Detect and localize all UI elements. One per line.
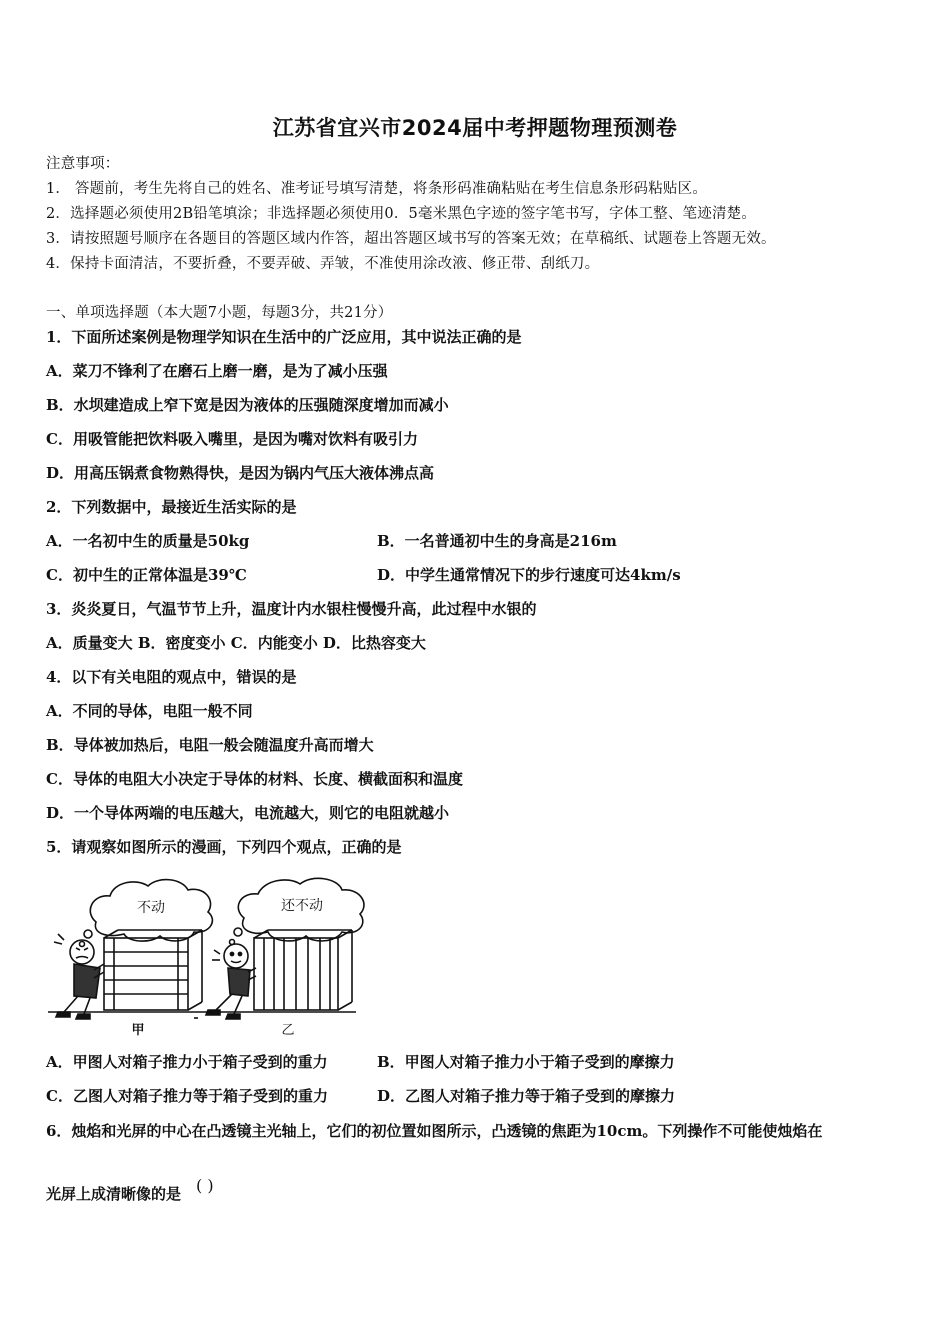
question-2-option-c: C．初中生的正常体温是39℃ — [46, 566, 247, 584]
crate-right — [254, 930, 352, 1010]
page-title: 江苏省宜兴市2024届中考押题物理预测卷 — [272, 116, 678, 140]
question-1-stem: 1．下面所述案例是物理学知识在生活中的广泛应用，其中说法正确的是 — [46, 328, 522, 346]
notice-item-1: 1． 答题前，考生先将自己的姓名、准考证号填写清楚，将条形码准确粘贴在考生信息条形码粘贴区。 — [46, 181, 708, 197]
question-5-option-b: B．甲图人对箱子推力小于箱子受到的摩擦力 — [377, 1053, 675, 1071]
crate-left — [104, 930, 202, 1010]
question-4-option-b: B．导体被加热后，电阻一般会随温度升高而增大 — [46, 736, 374, 754]
section-heading: 一、单项选择题（本大题7小题，每题3分，共21分） — [46, 305, 393, 321]
question-2-option-b: B．一名普通初中生的身高是216m — [377, 532, 617, 550]
bubble-left-text: 不动 — [137, 900, 165, 916]
answer-parenthesis: ( ) — [196, 1176, 214, 1195]
question-5-option-d: D．乙图人对箱子推力等于箱子受到的摩擦力 — [377, 1087, 676, 1105]
person-right — [206, 944, 256, 1019]
question-6-stem-line1: 6．烛焰和光屏的中心在凸透镜主光轴上，它们的初位置如图所示，凸透镜的焦距为10cm。下列操作不可能使烛焰在 — [46, 1122, 823, 1140]
question-5-option-a: A．甲图人对箱子推力小于箱子受到的重力 — [46, 1053, 328, 1071]
question-2-option-a: A．一名初中生的质量是50kg — [46, 532, 250, 550]
question-5-option-c: C．乙图人对箱子推力等于箱子受到的重力 — [46, 1087, 328, 1105]
question-3-options: A．质量变大 B．密度变小 C．内能变小 D．比热容变大 — [46, 634, 426, 652]
question-2-stem: 2．下列数据中，最接近生活实际的是 — [46, 498, 297, 516]
notice-heading: 注意事项： — [46, 156, 120, 172]
question-4-option-c: C．导体的电阻大小决定于导体的材料、长度、横截面积和温度 — [46, 770, 463, 788]
question-1-option-d: D．用高压锅煮食物熟得快，是因为锅内气压大液体沸点高 — [46, 464, 435, 482]
question-4-stem: 4．以下有关电阻的观点中，错误的是 — [46, 668, 297, 686]
question-5-stem: 5．请观察如图所示的漫画，下列四个观点，正确的是 — [46, 838, 402, 856]
question-1-option-c: C．用吸管能把饮料吸入嘴里，是因为嘴对饮料有吸引力 — [46, 430, 418, 448]
notice-item-2: 2．选择题必须使用2B铅笔填涂；非选择题必须使用0．5毫米黑色字迹的签字笔书写，字体工整、笔迹清楚。 — [46, 206, 757, 222]
question-2-option-d: D．中学生通常情况下的步行速度可达4km/s — [377, 566, 681, 584]
question-3-stem: 3．炎炎夏日，气温节节上升，温度计内水银柱慢慢升高，此过程中水银的 — [46, 600, 537, 618]
question-1-option-a: A．菜刀不锋利了在磨石上磨一磨，是为了减小压强 — [46, 362, 388, 380]
question-4-option-d: D．一个导体两端的电压越大，电流越大，则它的电阻就越小 — [46, 804, 450, 822]
question-1-option-b: B．水坝建造成上窄下宽是因为液体的压强随深度增加而减小 — [46, 396, 449, 414]
question-6-stem-line2: 光屏上成清晰像的是 — [46, 1185, 182, 1203]
question-4-option-a: A．不同的导体，电阻一般不同 — [46, 702, 253, 720]
bubble-right-text: 还不动 — [281, 898, 323, 914]
figure-label-left: 甲 — [131, 1023, 145, 1038]
notice-item-3: 3．请按照题号顺序在各题目的答题区域内作答，超出答题区域书写的答案无效；在草稿纸、试题卷上答题无效。 — [46, 231, 776, 247]
figure-label-right: 乙 — [281, 1023, 295, 1038]
notice-item-4: 4．保持卡面清洁，不要折叠，不要弄破、弄皱，不准使用涂改液、修正带、刮纸刀。 — [46, 256, 600, 272]
person-left — [54, 934, 104, 1019]
cartoon-figure — [44, 872, 394, 1042]
